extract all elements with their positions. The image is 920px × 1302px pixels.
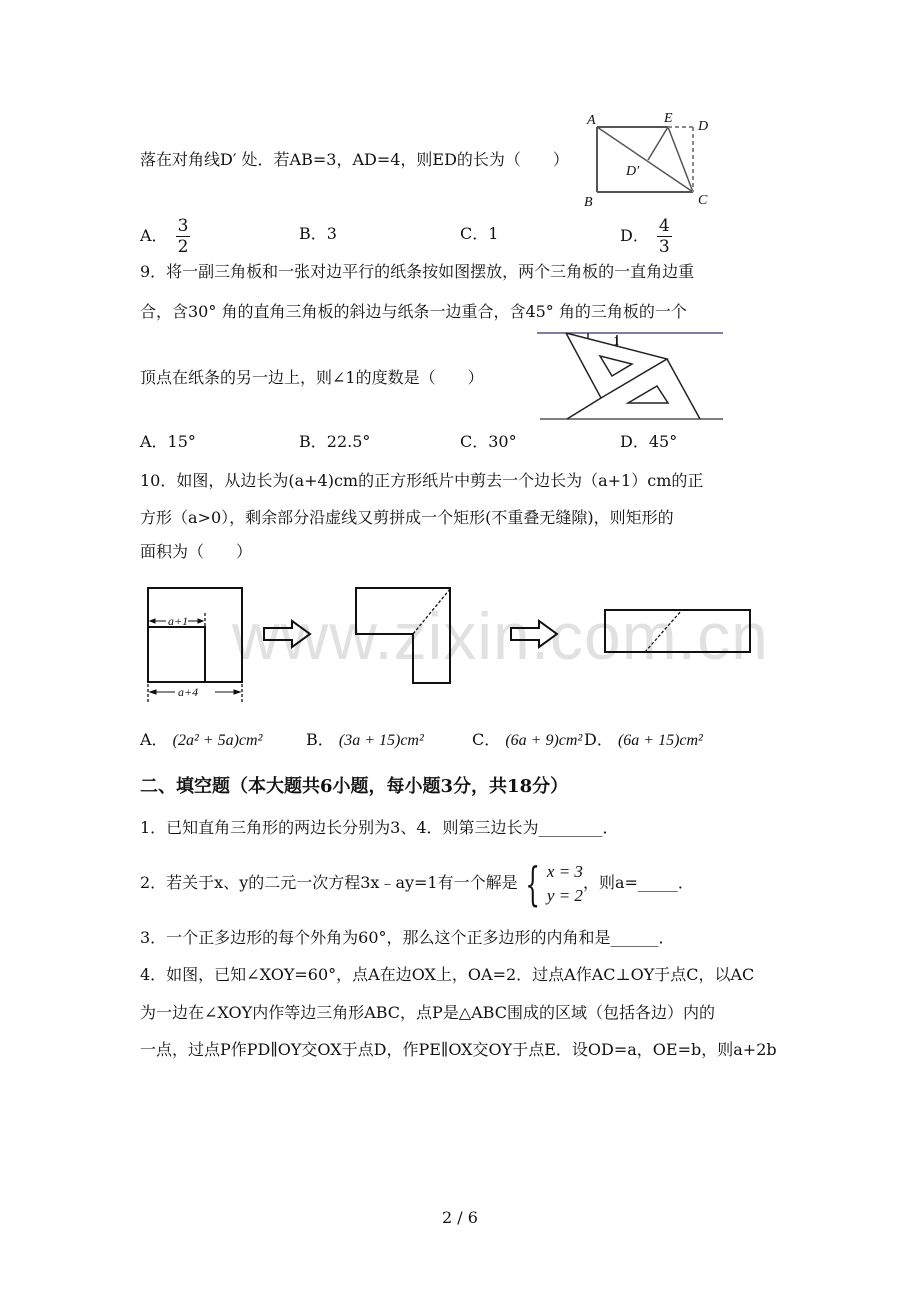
q9-line-3: 顶点在纸条的另一边上，则∠1的度数是（ ） (140, 368, 484, 387)
label-a-plus-4: a+4 (178, 685, 199, 699)
q9-option-d[interactable]: D．45° (620, 432, 678, 451)
label-a: A (587, 113, 596, 128)
q9-option-c[interactable]: C．30° (460, 432, 517, 451)
q10-line-1: 10．如图，从边长为(a+4)cm的正方形纸片中剪去一个边长为（a+1）cm的正 (140, 471, 704, 490)
option-label: A． (140, 730, 168, 749)
fill-q2 (140, 856, 694, 911)
q9-line-1: 9．将一副三角板和一张对边平行的纸条按如图摆放，两个三角板的一直角边重 (140, 262, 695, 281)
fill-q4-line-3: 一点，过点P作PD∥OY交OX于点D，作PE∥OX交OY于点E．设OD=a，OE=b，则a+2b (140, 1040, 777, 1059)
watermark: www.zixin.com.cn (232, 599, 769, 673)
option-expression: (3a + 15)cm² (338, 732, 424, 749)
numerator: 3 (177, 216, 189, 236)
option-label: D． (584, 730, 613, 749)
page-number: 2 / 6 (442, 1208, 478, 1227)
equation-x: x = 3 (546, 861, 583, 881)
fill-q3: 3．一个正多边形的每个外角为60°，那么这个正多边形的内角和是______． (140, 928, 675, 947)
q9-option-a[interactable]: A．15° (140, 432, 196, 451)
option-expression: (6a + 9)cm² (505, 732, 583, 749)
label-d-prime: D′ (626, 164, 640, 179)
option-label: D． (620, 226, 649, 245)
q10-option-c[interactable] (472, 730, 582, 751)
q10-option-a[interactable] (140, 730, 262, 751)
q8-option-c[interactable]: C．1 (460, 224, 499, 243)
q10-line-3: 面积为（ ） (140, 542, 253, 561)
q10-line-2: 方形（a>0），剩余部分沿虚线又剪拼成一个矩形(不重叠无缝隙)，则矩形的 (140, 508, 674, 527)
option-label: B． (306, 730, 334, 749)
option-expression: (6a + 15)cm² (617, 732, 703, 749)
label-c: C (698, 193, 708, 208)
brace-icon: { (524, 856, 540, 911)
q8-text: 落在对角线D′ 处．若AB=3，AD=4，则ED的长为（ ） (140, 150, 569, 169)
label-a-plus-1: a+1 (168, 614, 189, 628)
q9-line-2: 合，含30° 角的直角三角板的斜边与纸条一边重合，含45° 角的三角板的一个 (140, 302, 687, 321)
denominator: 3 (658, 237, 670, 257)
angle-1-label: 1 (613, 335, 620, 348)
q10-option-b[interactable] (306, 730, 424, 751)
q9-option-b[interactable]: B．22.5° (299, 432, 371, 451)
equation-y: y = 2 (546, 885, 583, 905)
fill-q4-line-2: 为一边在∠XOY内作等边三角形ABC，点P是△ABC围成的区域（包括各边）内的 (140, 1003, 715, 1022)
q2-answer-blank: ，则a=_____． (582, 873, 694, 892)
label-e: E (664, 111, 673, 126)
fill-q1: 1．已知直角三角形的两边长分别为3、4．则第三边长为________． (140, 818, 619, 837)
option-label: C． (472, 730, 501, 749)
q8-option-b[interactable]: B．3 (299, 224, 337, 243)
section-heading: 二、填空题（本大题共6小题，每小题3分，共18分） (140, 776, 569, 797)
q2-text: 2．若关于x、y的二元一次方程3x﹣ay=1有一个解是 (140, 873, 518, 892)
denominator: 2 (177, 237, 189, 257)
numerator: 4 (658, 216, 670, 236)
equation-system (518, 856, 583, 911)
option-expression: (2a² + 5a)cm² (172, 732, 263, 749)
label-d: D (698, 119, 709, 134)
option-label: A． (140, 226, 168, 245)
label-b: B (584, 195, 593, 210)
fill-q4-line-1: 4．如图，已知∠XOY=60°，点A在边OX上，OA=2．过点A作AC⊥OY于点C，以AC (140, 965, 755, 984)
q10-option-d[interactable] (584, 730, 703, 751)
